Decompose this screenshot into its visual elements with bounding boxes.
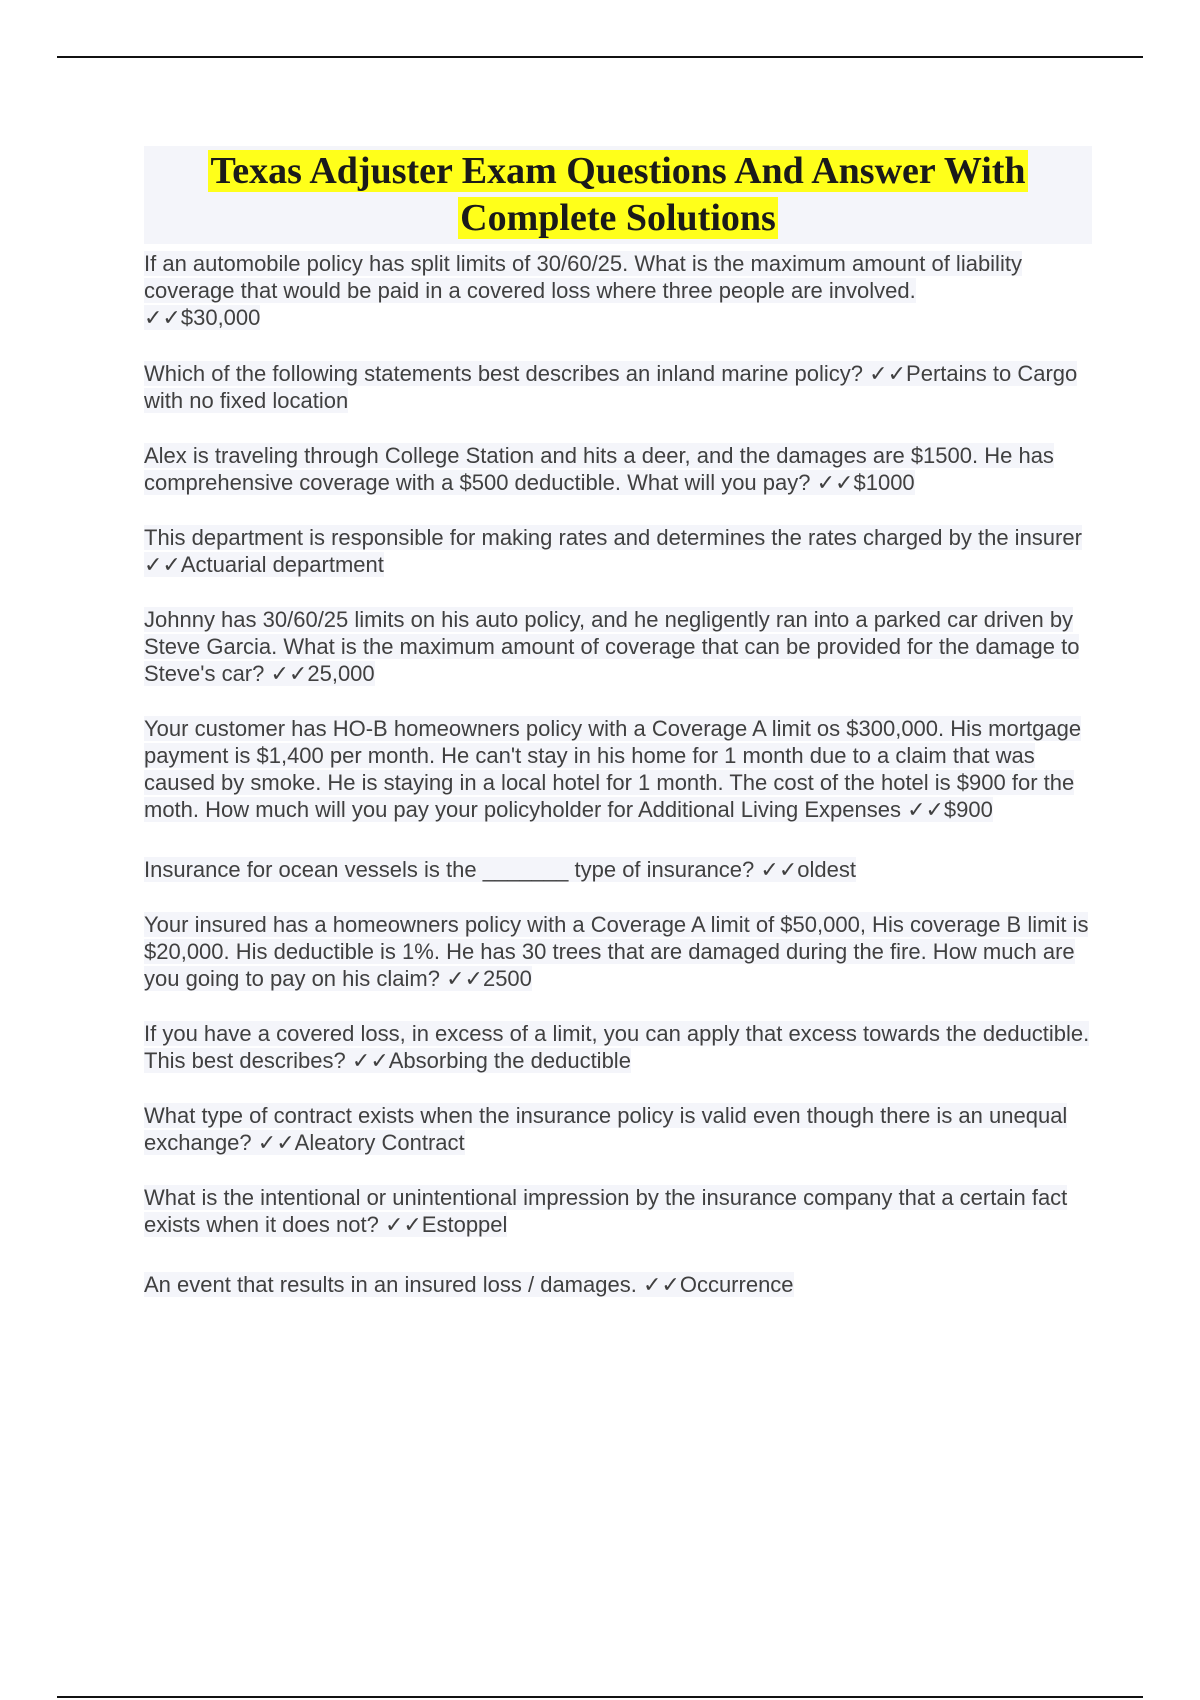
title-line-2: Complete Solutions — [460, 197, 776, 239]
document-body — [144, 146, 1092, 1298]
qa-item — [144, 715, 1092, 823]
page-title — [144, 148, 1092, 242]
answer-text: ✓✓Pertains to Cargo with no fixed location — [144, 361, 1078, 413]
answer-text: ✓✓Occurrence — [642, 1272, 794, 1297]
title-block — [144, 146, 1092, 244]
qa-item — [144, 250, 1092, 331]
qa-item — [144, 856, 1092, 883]
question-text: Which of the following statements best describes an inland marine policy? — [144, 361, 864, 386]
question-text: An event that results in an insured loss / damages. — [144, 1272, 637, 1297]
question-text: Your insured has a homeowners policy with a Coverage A limit of $50,000, His coverage B limit is $20,000. His deductible is 1%. He has 30 trees that are damaged during the fire. How much are you going to pay on his claim? — [144, 912, 1089, 991]
question-text: Alex is traveling through College Station and hits a deer, and the damages are $1500. He has comprehensive coverage with a $500 deductible. What will you pay? — [144, 443, 1054, 495]
answer-text: ✓✓$30,000 — [144, 305, 261, 330]
qa-item — [144, 606, 1092, 687]
qa-item — [144, 911, 1092, 992]
qa-item — [144, 360, 1092, 414]
title-line-1: Texas Adjuster Exam Questions And Answer With — [210, 150, 1026, 192]
question-text: Insurance for ocean vessels is the _______ type of insurance? — [144, 857, 755, 882]
qa-item — [144, 1184, 1092, 1238]
qa-item — [144, 442, 1092, 496]
qa-item — [144, 1102, 1092, 1156]
answer-text: ✓✓oldest — [760, 857, 856, 882]
question-text: Johnny has 30/60/25 limits on his auto policy, and he negligently ran into a parked car driven by Steve Garcia. What is the maximum amount of coverage that can be provided for the damage to Steve's car? — [144, 607, 1080, 686]
answer-text: ✓✓Estoppel — [384, 1212, 508, 1237]
qa-item — [144, 524, 1092, 578]
question-text: This department is responsible for making rates and determines the rates charged by the insurer — [144, 525, 1082, 550]
question-text: What type of contract exists when the insurance policy is valid even though there is an unequal exchange? — [144, 1103, 1068, 1155]
question-text: If you have a covered loss, in excess of a limit, you can apply that excess towards the deductible. This best describes? — [144, 1021, 1090, 1073]
answer-text: ✓✓Absorbing the deductible — [351, 1048, 631, 1073]
answer-text: ✓✓$900 — [907, 797, 993, 822]
answer-text: ✓✓25,000 — [270, 661, 375, 686]
answer-text: ✓✓2500 — [446, 966, 532, 991]
qa-item — [144, 1020, 1092, 1074]
qa-item — [144, 1271, 1092, 1298]
top-rule — [57, 56, 1143, 58]
question-text: What is the intentional or unintentional impression by the insurance company that a certain fact exists when it does not? — [144, 1185, 1068, 1237]
answer-text: ✓✓Actuarial department — [144, 552, 384, 577]
bottom-rule — [57, 1696, 1143, 1698]
question-text: Your customer has HO-B homeowners policy with a Coverage A limit os $300,000. His mortgage payment is $1,400 per month. He can't stay in his home for 1 month due to a claim that was caused by smoke. He is staying in a local hotel for 1 month. The cost of the hotel is $900 for the moth. How much will you pay your policyholder for Additional Living Expenses — [144, 716, 1082, 822]
answer-text: ✓✓$1000 — [816, 470, 915, 495]
question-text: If an automobile policy has split limits of 30/60/25. What is the maximum amount of liability coverage that would be paid in a covered loss where three people are involved. — [144, 251, 1022, 303]
answer-text: ✓✓Aleatory Contract — [257, 1130, 465, 1155]
